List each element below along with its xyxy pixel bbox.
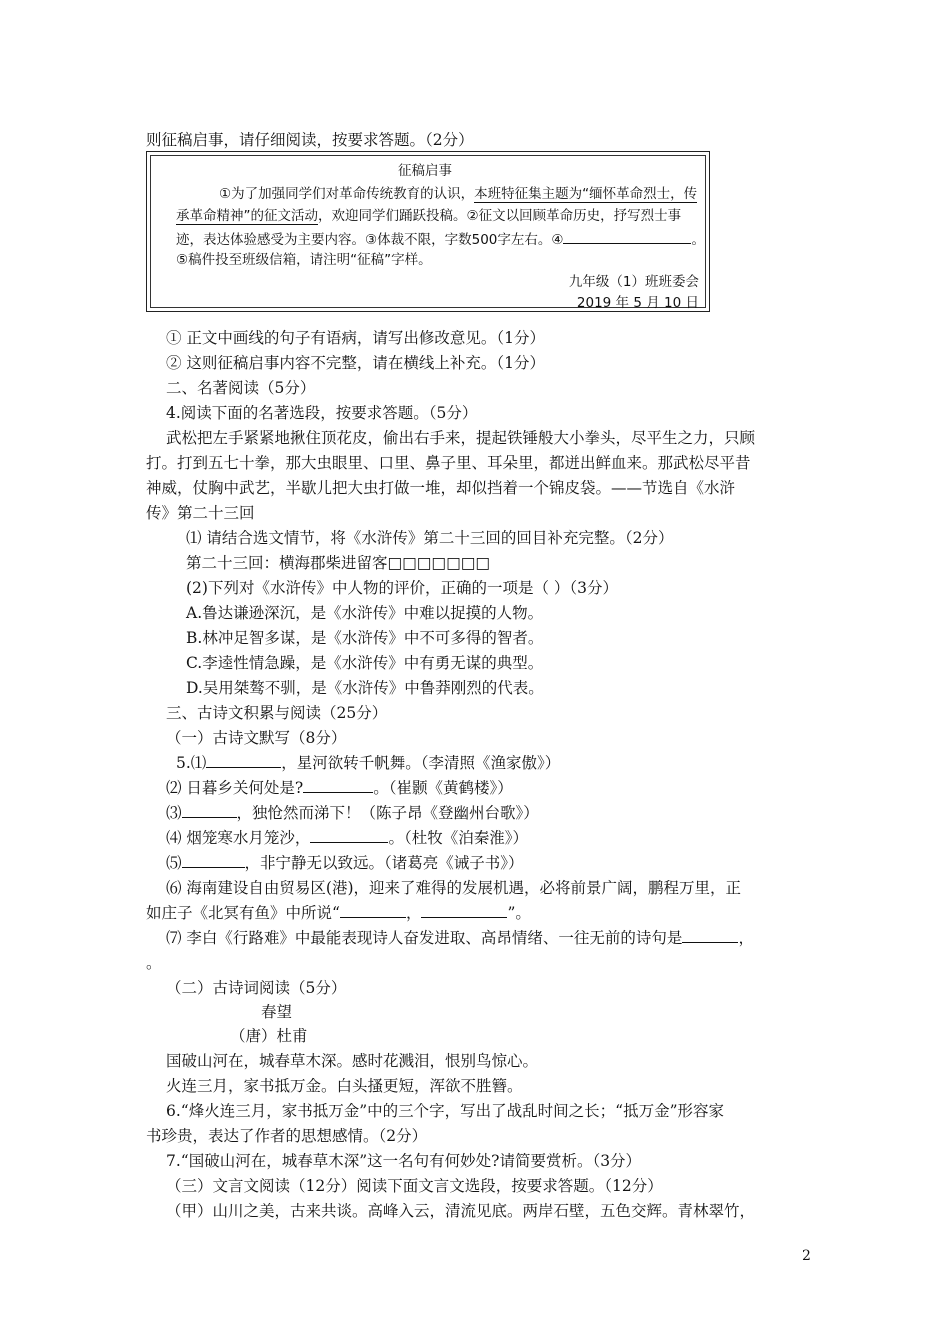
question-2: ② 这则征稿启事内容不完整，请在横线上补充。（1分） — [166, 354, 546, 372]
section-2-heading: 二、名著阅读（5分） — [166, 379, 316, 397]
notice-blank[interactable] — [563, 229, 691, 244]
poem-title: 春望 — [261, 1003, 293, 1021]
passage-line-2: 打。打到五七十拳，那大虫眼里、口里、鼻子里、耳朵里，都迸出鲜血来。那武松尽平昔 — [146, 454, 751, 472]
answer-blank[interactable] — [340, 903, 406, 918]
notice-line-2: 承革命精神”的征文活动，欢迎同学们踊跃投稿。②征文以回顾革命历史，抒写烈士事 — [176, 208, 682, 224]
question-6-continued: 书珍贵，表达了作者的思想感情。（2分） — [146, 1127, 428, 1145]
intro-text: 则征稿启事，请仔细阅读，按要求答题。（2分） — [146, 131, 474, 149]
question-4-1: ⑴ 请结合选文情节，将《水浒传》第二十三回的回目补充完整。（2分） — [186, 529, 674, 547]
subsection-2-heading: （二）古诗词阅读（5分） — [166, 979, 347, 997]
notice-line-1: ①为了加强同学们对革命传统教育的认识，本班特征集主题为“缅怀革命烈士，传 — [219, 186, 698, 202]
answer-blank[interactable] — [421, 903, 507, 918]
notice-line-4: ⑤稿件投至班级信箱，请注明“征稿”字样。 — [176, 252, 432, 268]
answer-blank[interactable] — [206, 753, 281, 768]
notice-title: 征稿启事 — [398, 163, 452, 179]
underlined-sentence-part-1: 本班特征集主题为“缅怀革命烈士，传 — [474, 186, 698, 202]
underlined-sentence-part-2: 承革命精神”的征文活动 — [176, 208, 318, 224]
question-4: 4.阅读下面的名著选段，按要求答题。（5分） — [166, 404, 478, 422]
question-5-6: ⑹ 海南建设自由贸易区(港)，迎来了难得的发展机遇，必将前景广阔，鹏程万里，正 — [166, 879, 742, 897]
question-5-1: 5.⑴ ，星河欲转千帆舞。（李清照《渔家傲》） — [176, 754, 561, 772]
subsection-3-heading: （三）文言文阅读（12分）阅读下面文言文选段，按要求答题。（12分） — [166, 1177, 663, 1195]
poem-author: （唐）杜甫 — [230, 1027, 308, 1045]
question-5-5: ⑸ ，非宁静无以致远。（诸葛亮《诫子书》） — [166, 854, 524, 872]
subsection-1-heading: （一）古诗文默写（8分） — [166, 729, 347, 747]
call-for-papers-notice — [146, 151, 710, 312]
passage-line-3: 神威，仗胸中武艺，半歇儿把大虫打做一堆，却似挡着一个锦皮袋。——节选自《水浒 — [146, 479, 736, 497]
answer-blank[interactable] — [182, 853, 245, 868]
passage-line-1: 武松把左手紧紧地揪住顶花皮，偷出右手来，提起铁锤般大小拳头，尽平生之力，只顾 — [166, 429, 756, 447]
classical-passage-jia: （甲）山川之美，古来共谈。高峰入云，清流见底。两岸石壁，五色交辉。青林翠竹， — [166, 1202, 756, 1220]
answer-blank[interactable] — [303, 778, 373, 793]
notice-date: 2019 年 5 月 10 日 — [576, 295, 699, 311]
question-5-2: ⑵ 日暮乡关何处是? 。（崔颢《黄鹤楼》） — [166, 779, 513, 797]
question-4-2: (2)下列对《水浒传》中人物的评价，正确的一项是（ ）（3分） — [186, 579, 618, 597]
option-b: B.林冲足智多谋，是《水浒传》中不可多得的智者。 — [186, 629, 544, 647]
answer-blank[interactable] — [310, 828, 388, 843]
page-number: 2 — [802, 1248, 811, 1264]
option-c: C.李逵性情急躁，是《水浒传》中有勇无谋的典型。 — [186, 654, 544, 672]
option-a: A.鲁达谦逊深沉，是《水浒传》中难以捉摸的人物。 — [186, 604, 544, 622]
question-5-3: ⑶ ，独怆然而涕下！（陈子昂《登幽州台歌》） — [166, 804, 539, 822]
question-1: ① 正文中画线的句子有语病，请写出修改意见。（1分） — [166, 329, 546, 347]
question-6: 6.“烽火连三月，家书抵万金”中的三个字，写出了战乱时间之长；“抵万金”形容家 — [166, 1102, 724, 1120]
question-5-4: ⑷ 烟笼寒水月笼沙， 。（杜牧《泊秦淮》） — [166, 829, 528, 847]
question-5-7: ⑺ 李白《行路难》中最能表现诗人奋发进取、高昂情绪、一往无前的诗句是 ， — [166, 929, 754, 947]
question-7: 7.“国破山河在，城春草木深”这一名句有何妙处?请简要赏析。（3分） — [166, 1152, 642, 1170]
passage-line-4: 传》第二十三回 — [146, 504, 255, 522]
answer-blank[interactable] — [682, 928, 738, 943]
notice-signer: 九年级（1）班班委会 — [568, 274, 699, 290]
notice-line-3: 迹，表达体验感受为主要内容。③体裁不限，字数500字左右。④ 。 — [176, 229, 705, 249]
question-5-6-continued: 如庄子《北冥有鱼》中所说“ ， ”。 — [146, 904, 531, 922]
chapter-title-line: 第二十三回：横海郡柴进留客□□□□□□□ — [186, 554, 491, 572]
answer-blank[interactable] — [182, 803, 237, 818]
section-3-heading: 三、古诗文积累与阅读（25分） — [166, 704, 388, 722]
poem-line-1: 国破山河在，城春草木深。感时花溅泪，恨别鸟惊心。 — [166, 1052, 539, 1070]
option-d: D.吴用桀骜不驯，是《水浒传》中鲁莽刚烈的代表。 — [186, 679, 544, 697]
poem-line-2: 火连三月，家书抵万金。白头搔更短，浑欲不胜簪。 — [166, 1077, 523, 1095]
question-5-7-end: 。 — [146, 954, 162, 972]
